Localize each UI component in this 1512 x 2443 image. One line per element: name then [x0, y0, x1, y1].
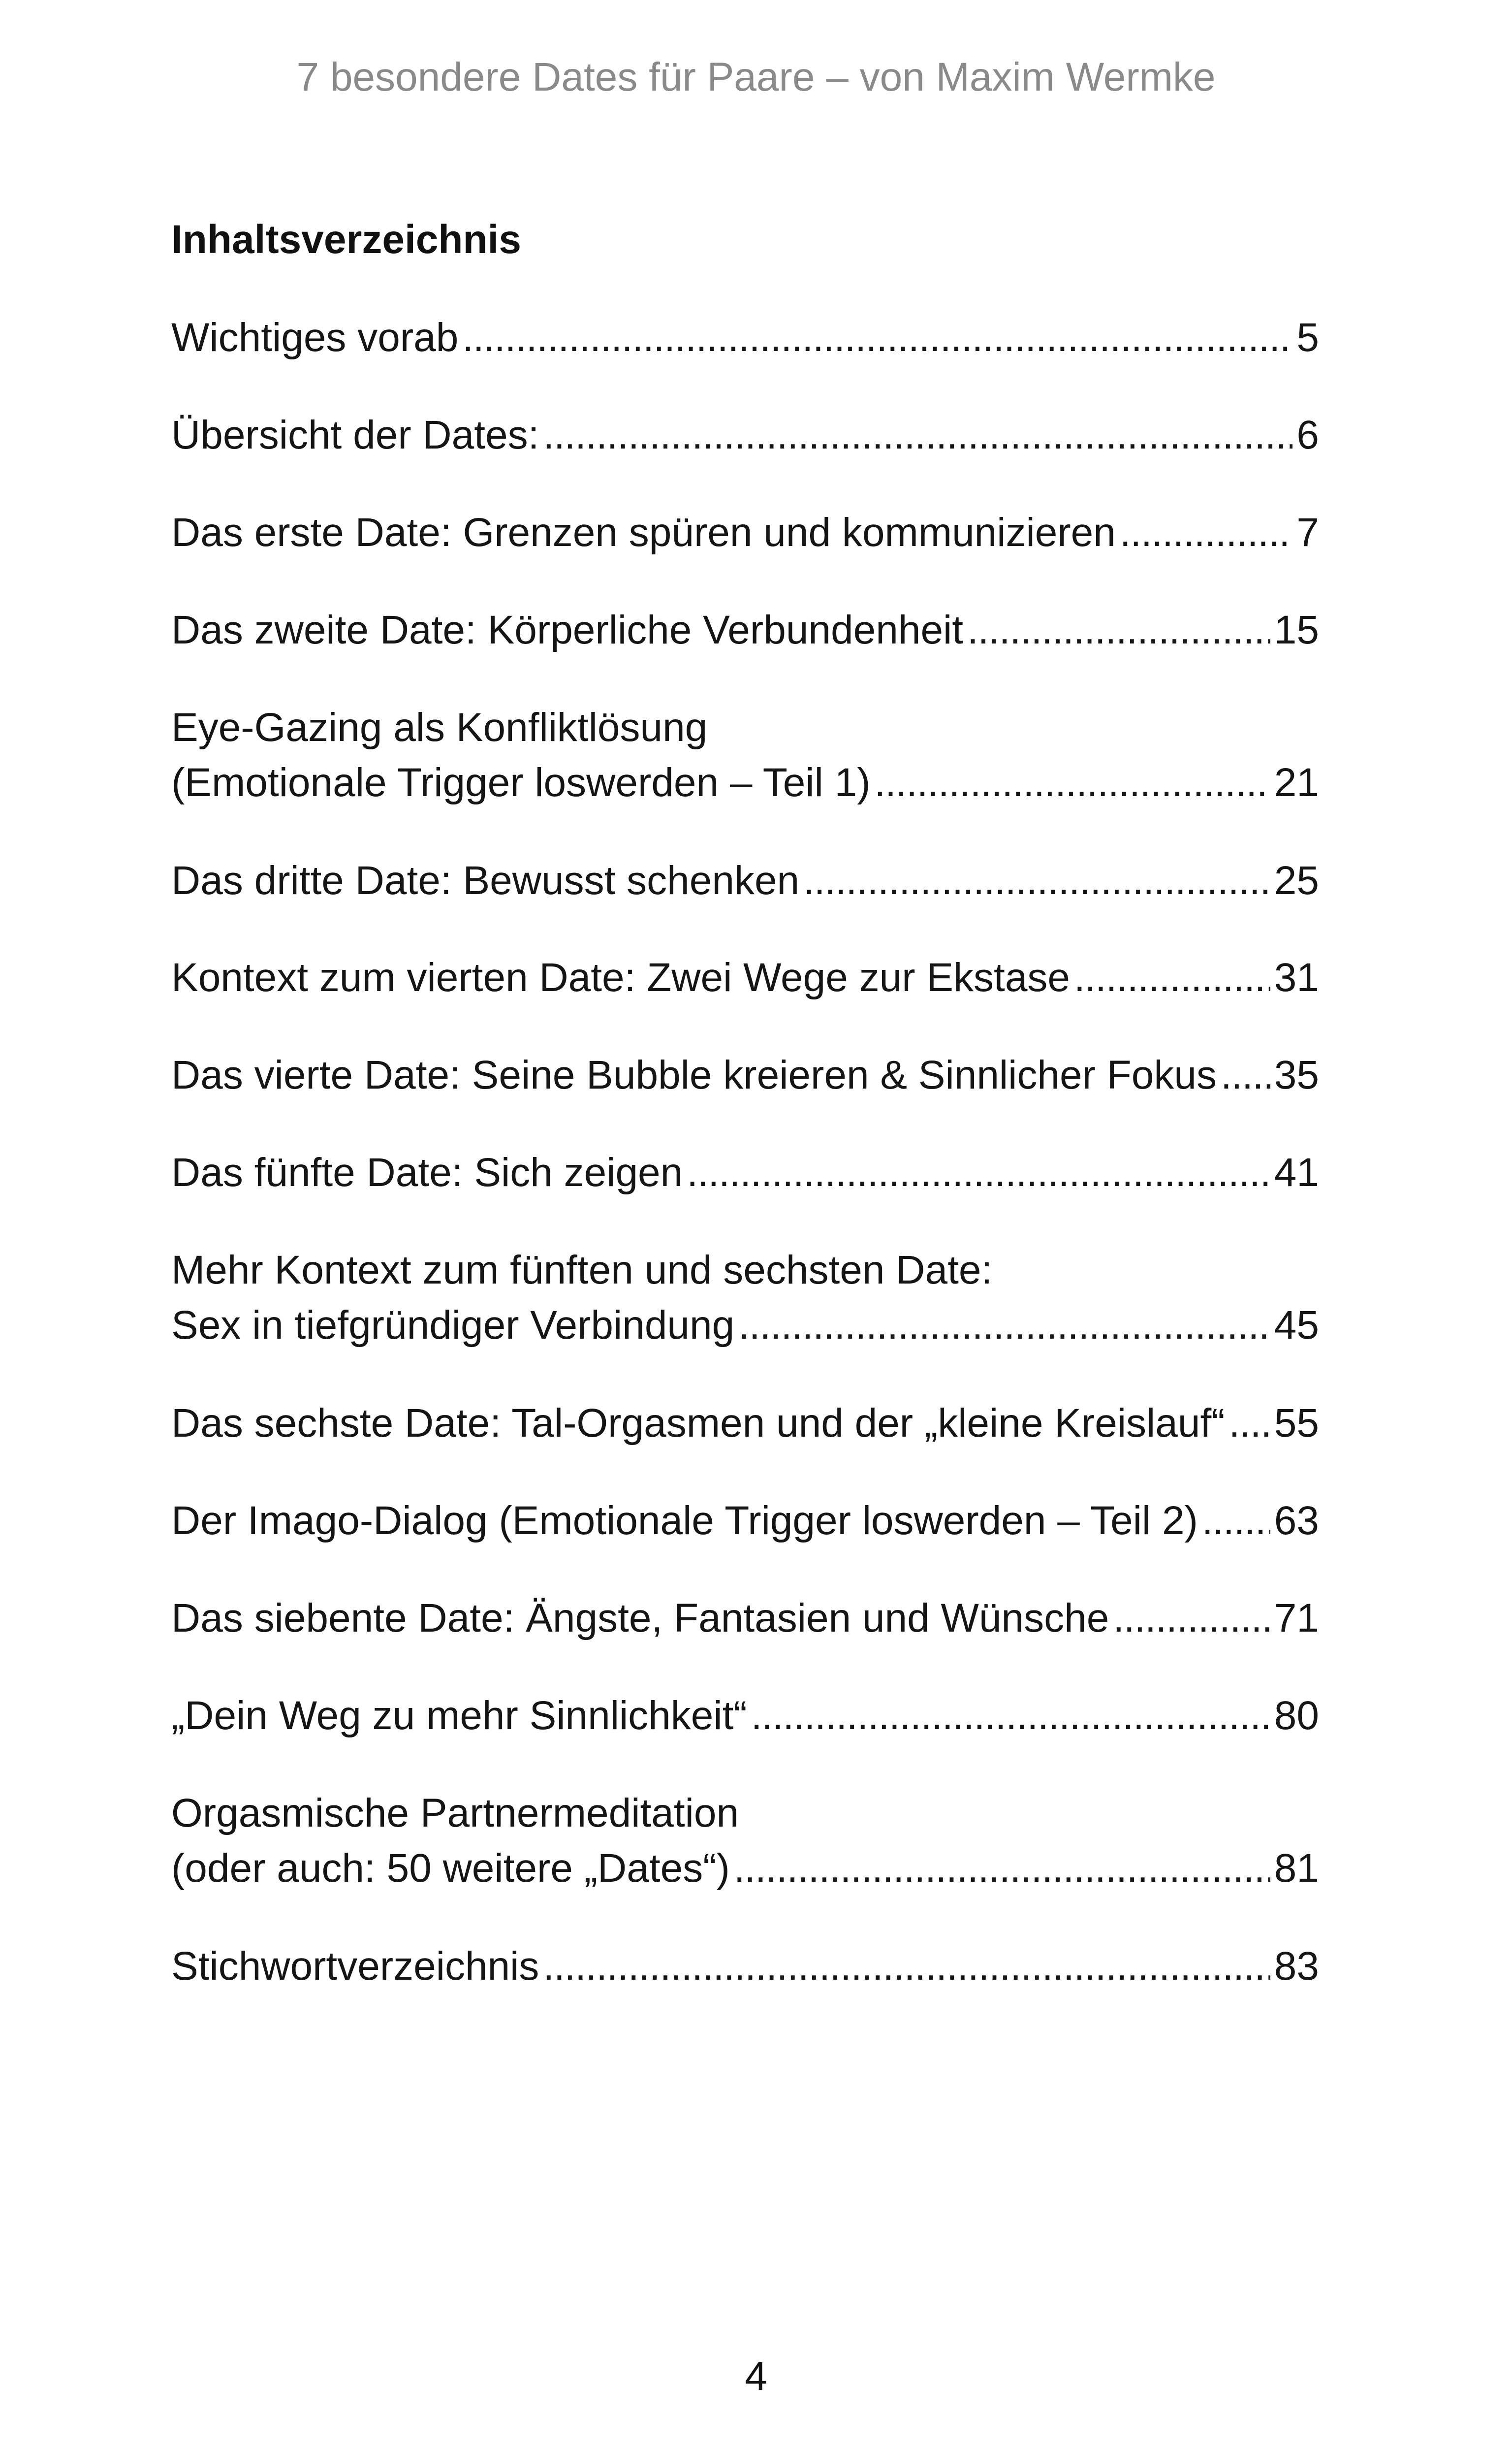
dot-leader — [734, 1841, 1270, 1896]
toc-entry[interactable] — [171, 603, 1319, 658]
toc-entry-page: 81 — [1274, 1846, 1319, 1891]
running-header: 7 besondere Dates für Paare – von Maxim Wermke — [296, 55, 1216, 99]
dot-leader — [1120, 505, 1293, 560]
toc-entry[interactable] — [171, 853, 1319, 908]
toc-entry-title: Das fünfte Date: Sich zeigen — [171, 1150, 683, 1195]
toc-entry[interactable] — [171, 1396, 1319, 1451]
toc-entry-title: Das dritte Date: Bewusst schenken — [171, 858, 800, 903]
toc-entry-title-line1: Orgasmische Partnermeditation — [171, 1791, 739, 1835]
toc-entry[interactable] — [171, 1688, 1319, 1743]
toc-entry-title-line1: Mehr Kontext zum fünften und sechsten Date: — [171, 1248, 993, 1292]
toc-entry-page: 6 — [1296, 413, 1319, 457]
toc-entry-page: 63 — [1274, 1498, 1319, 1543]
toc-entry-page: 80 — [1274, 1693, 1319, 1738]
toc-entry-title: Sex in tiefgründiger Verbindung — [171, 1303, 735, 1348]
toc-entry-title: Übersicht der Dates: — [171, 413, 539, 457]
toc-entry[interactable] — [171, 505, 1319, 560]
toc-entry-page: 71 — [1274, 1596, 1319, 1640]
toc-entry-page: 25 — [1274, 858, 1319, 903]
page-number: 4 — [745, 2354, 767, 2399]
toc-entry[interactable] — [171, 1493, 1319, 1548]
toc-entry-page: 55 — [1274, 1401, 1319, 1446]
toc-entry[interactable] — [171, 700, 1319, 810]
toc-entry-title: Das vierte Date: Seine Bubble kreieren & Sinnlicher Fokus — [171, 1053, 1217, 1097]
toc-entry-page: 83 — [1274, 1944, 1319, 1989]
toc-entry-title: Das erste Date: Grenzen spüren und kommunizieren — [171, 510, 1116, 555]
dot-leader — [687, 1145, 1270, 1200]
dot-leader — [751, 1688, 1270, 1743]
dot-leader — [1074, 950, 1270, 1005]
toc-entry-title: Wichtiges vorab — [171, 315, 459, 360]
toc-entry-title: (oder auch: 50 weitere „Dates“) — [171, 1846, 730, 1891]
toc-entry-page: 41 — [1274, 1150, 1319, 1195]
toc-entry-page: 35 — [1274, 1053, 1319, 1097]
toc-entry-title: (Emotionale Trigger loswerden – Teil 1) — [171, 760, 871, 805]
toc-entry[interactable] — [171, 1048, 1319, 1103]
toc-entry[interactable] — [171, 950, 1319, 1005]
dot-leader — [803, 853, 1270, 908]
toc-entry-page: 5 — [1296, 315, 1319, 360]
dot-leader — [1202, 1493, 1270, 1548]
dot-leader — [967, 603, 1270, 658]
dot-leader — [1221, 1048, 1270, 1103]
toc-entry-page: 21 — [1274, 760, 1319, 805]
toc-entry-page: 31 — [1274, 955, 1319, 1000]
toc-entry[interactable] — [171, 1939, 1319, 1994]
toc-entry-page: 15 — [1274, 608, 1319, 652]
dot-leader — [543, 408, 1292, 463]
toc-entry[interactable] — [171, 1786, 1319, 1896]
toc-entry[interactable] — [171, 1591, 1319, 1646]
toc-entry[interactable] — [171, 408, 1319, 463]
toc-entry-title-line1: Eye-Gazing als Konfliktlösung — [171, 705, 708, 750]
toc-entry-title: Das sechste Date: Tal-Orgasmen und der „kleine Kreislauf“ — [171, 1401, 1225, 1446]
toc-entry[interactable] — [171, 1243, 1319, 1353]
dot-leader — [875, 755, 1270, 810]
toc-entry-title: Stichwortverzeichnis — [171, 1944, 539, 1989]
toc-entry-page: 45 — [1274, 1303, 1319, 1348]
toc-entry[interactable] — [171, 1145, 1319, 1200]
dot-leader — [738, 1298, 1270, 1353]
toc-entry-title: Der Imago-Dialog (Emotionale Trigger loswerden – Teil 2) — [171, 1498, 1198, 1543]
dot-leader — [1229, 1396, 1270, 1451]
toc-heading: Inhaltsverzeichnis — [171, 217, 521, 262]
toc-entry-title: Das zweite Date: Körperliche Verbundenheit — [171, 608, 964, 652]
toc-entry-title: Kontext zum vierten Date: Zwei Wege zur Ekstase — [171, 955, 1071, 1000]
dot-leader — [1113, 1591, 1270, 1646]
toc-entry-title: „Dein Weg zu mehr Sinnlichkeit“ — [171, 1693, 747, 1738]
toc-entry-title: Das siebente Date: Ängste, Fantasien und Wünsche — [171, 1596, 1109, 1640]
toc-entry-page: 7 — [1296, 510, 1319, 555]
toc-entry[interactable] — [171, 310, 1319, 365]
dot-leader — [462, 310, 1292, 365]
dot-leader — [543, 1939, 1270, 1994]
